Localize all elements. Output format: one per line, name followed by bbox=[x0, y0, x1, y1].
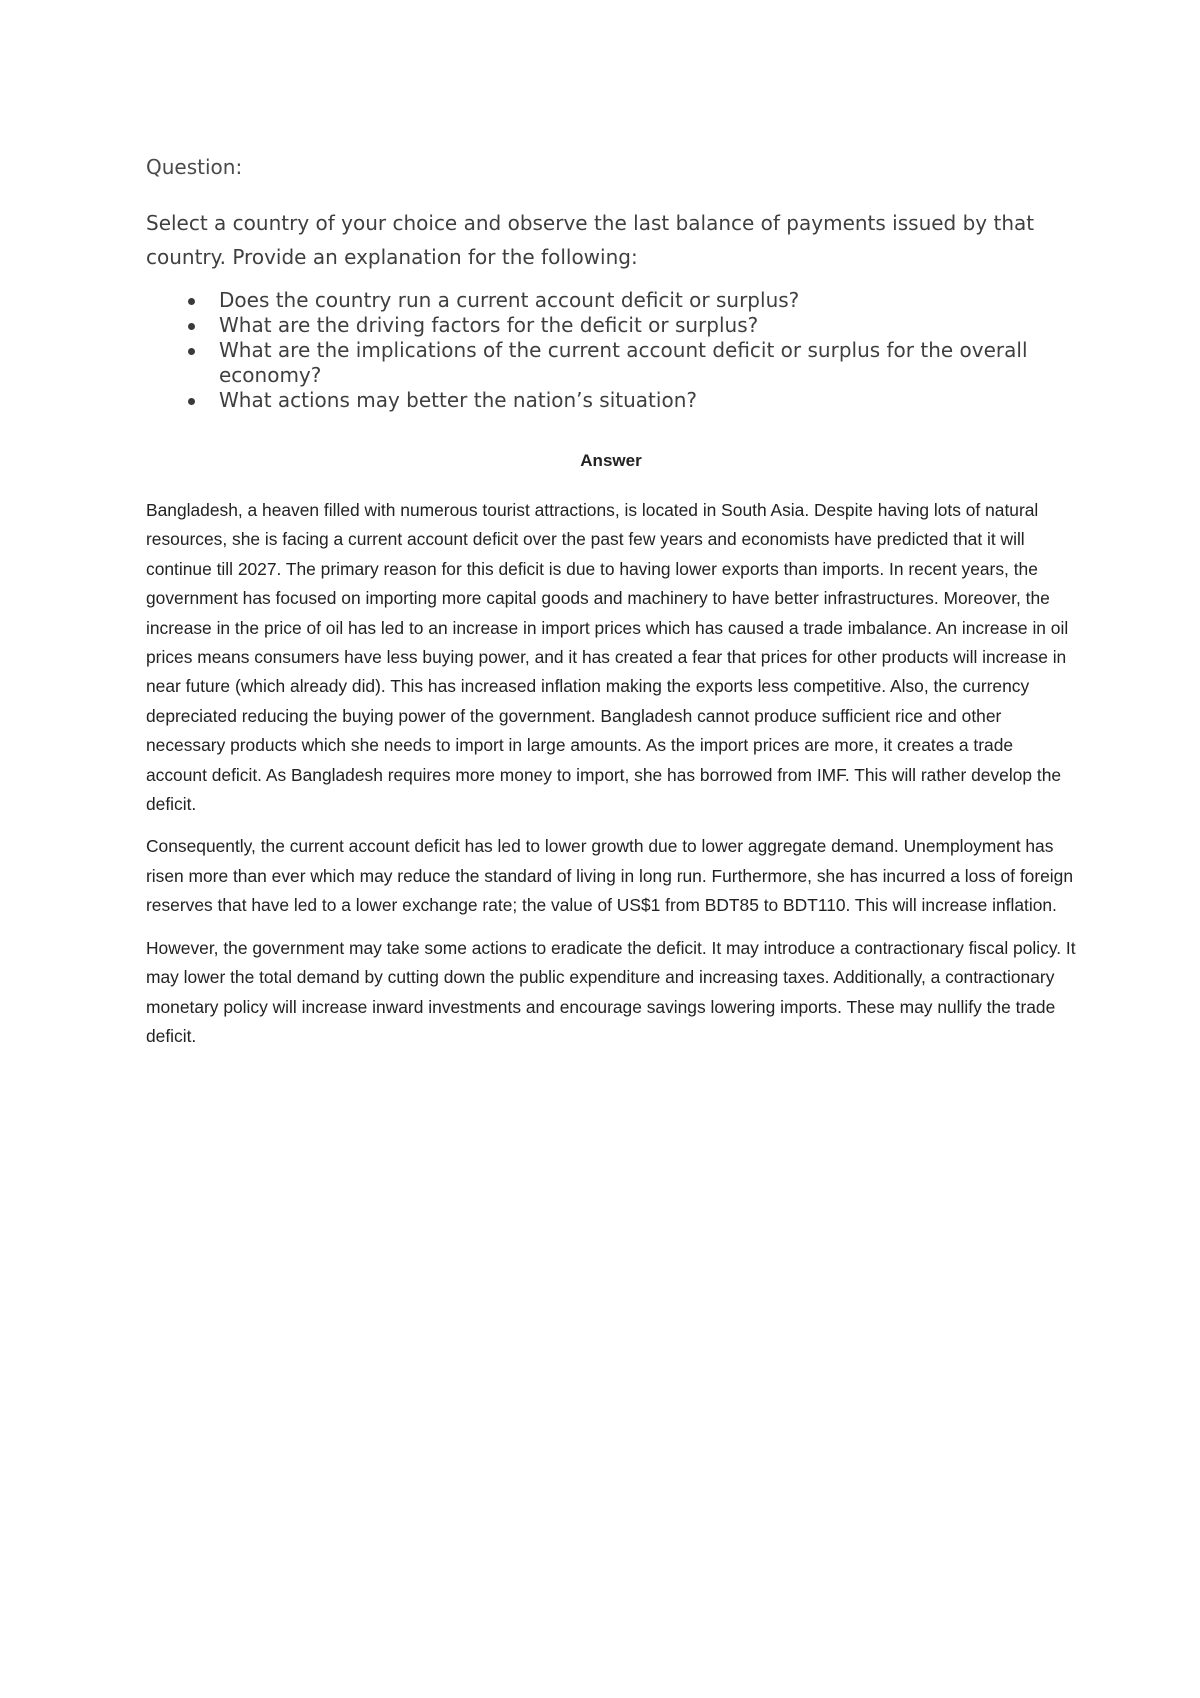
bullet-item bbox=[146, 288, 1076, 313]
bullet-icon bbox=[188, 298, 195, 305]
bullet-text: Does the country run a current account deficit or surplus? bbox=[219, 288, 800, 312]
answer-paragraph: However, the government may take some actions to eradicate the deficit. It may introduce a contractionary fiscal policy. It may lower the total demand by cutting down the public expenditure and increasing taxes. Additionally, a contractionary monetary policy will increase inward investments and encourage savings lowering imports. These may nullify the trade deficit. bbox=[146, 937, 1076, 1046]
bullet-text: What actions may better the nation’s situation? bbox=[219, 388, 697, 412]
bullet-item bbox=[146, 388, 1076, 413]
question-bullet-list bbox=[146, 288, 1076, 413]
bullet-text: What are the implications of the current account deficit or surplus for the overall economy? bbox=[219, 338, 1028, 387]
bullet-icon bbox=[188, 398, 195, 405]
answer-paragraph: Bangladesh, a heaven filled with numerous tourist attractions, is located in South Asia. Despite having lots of natural resources, she is facing a current account deficit over the past few years and economists have predicted that it will continue till 2027. The primary reason for this deficit is due to having lower exports than imports. In recent years, the government has focused on importing more capital goods and machinery to have better infrastructures. Moreover, the increase in the price of oil has led to an increase in import prices which has caused a trade imbalance. An increase in oil prices means consumers have less buying power, and it has created a fear that prices for other products will increase in near future (which already did). This has increased inflation making the exports less competitive. Also, the currency depreciated reducing the buying power of the government. Bangladesh cannot produce sufficient rice and other necessary products which she needs to import in large amounts. As the import prices are more, it creates a trade account deficit. As Bangladesh requires more money to import, she has borrowed from IMF. This will rather develop the deficit. bbox=[146, 500, 1069, 815]
bullet-item bbox=[146, 313, 1076, 338]
answer-paragraph: Consequently, the current account deficit has led to lower growth due to lower aggregate demand. Unemployment has risen more than ever which may reduce the standard of living in long run. Furthermore, she has incurred a loss of foreign reserves that have led to a lower exchange rate; the value of US$1 from BDT85 to BDT110. This will increase inflation. bbox=[146, 836, 1074, 916]
answer-heading: Answer bbox=[580, 451, 642, 470]
question-prompt: Select a country of your choice and observe the last balance of payments issued by that country. Provide an explanation for the following: bbox=[146, 211, 1035, 269]
bullet-icon bbox=[188, 348, 195, 355]
bullet-item bbox=[146, 338, 1076, 388]
bullet-icon bbox=[188, 323, 195, 330]
answer-section bbox=[146, 496, 1076, 1064]
question-heading: Question: bbox=[146, 155, 243, 179]
bullet-text: What are the driving factors for the deficit or surplus? bbox=[219, 313, 759, 337]
question-section bbox=[146, 152, 1076, 413]
